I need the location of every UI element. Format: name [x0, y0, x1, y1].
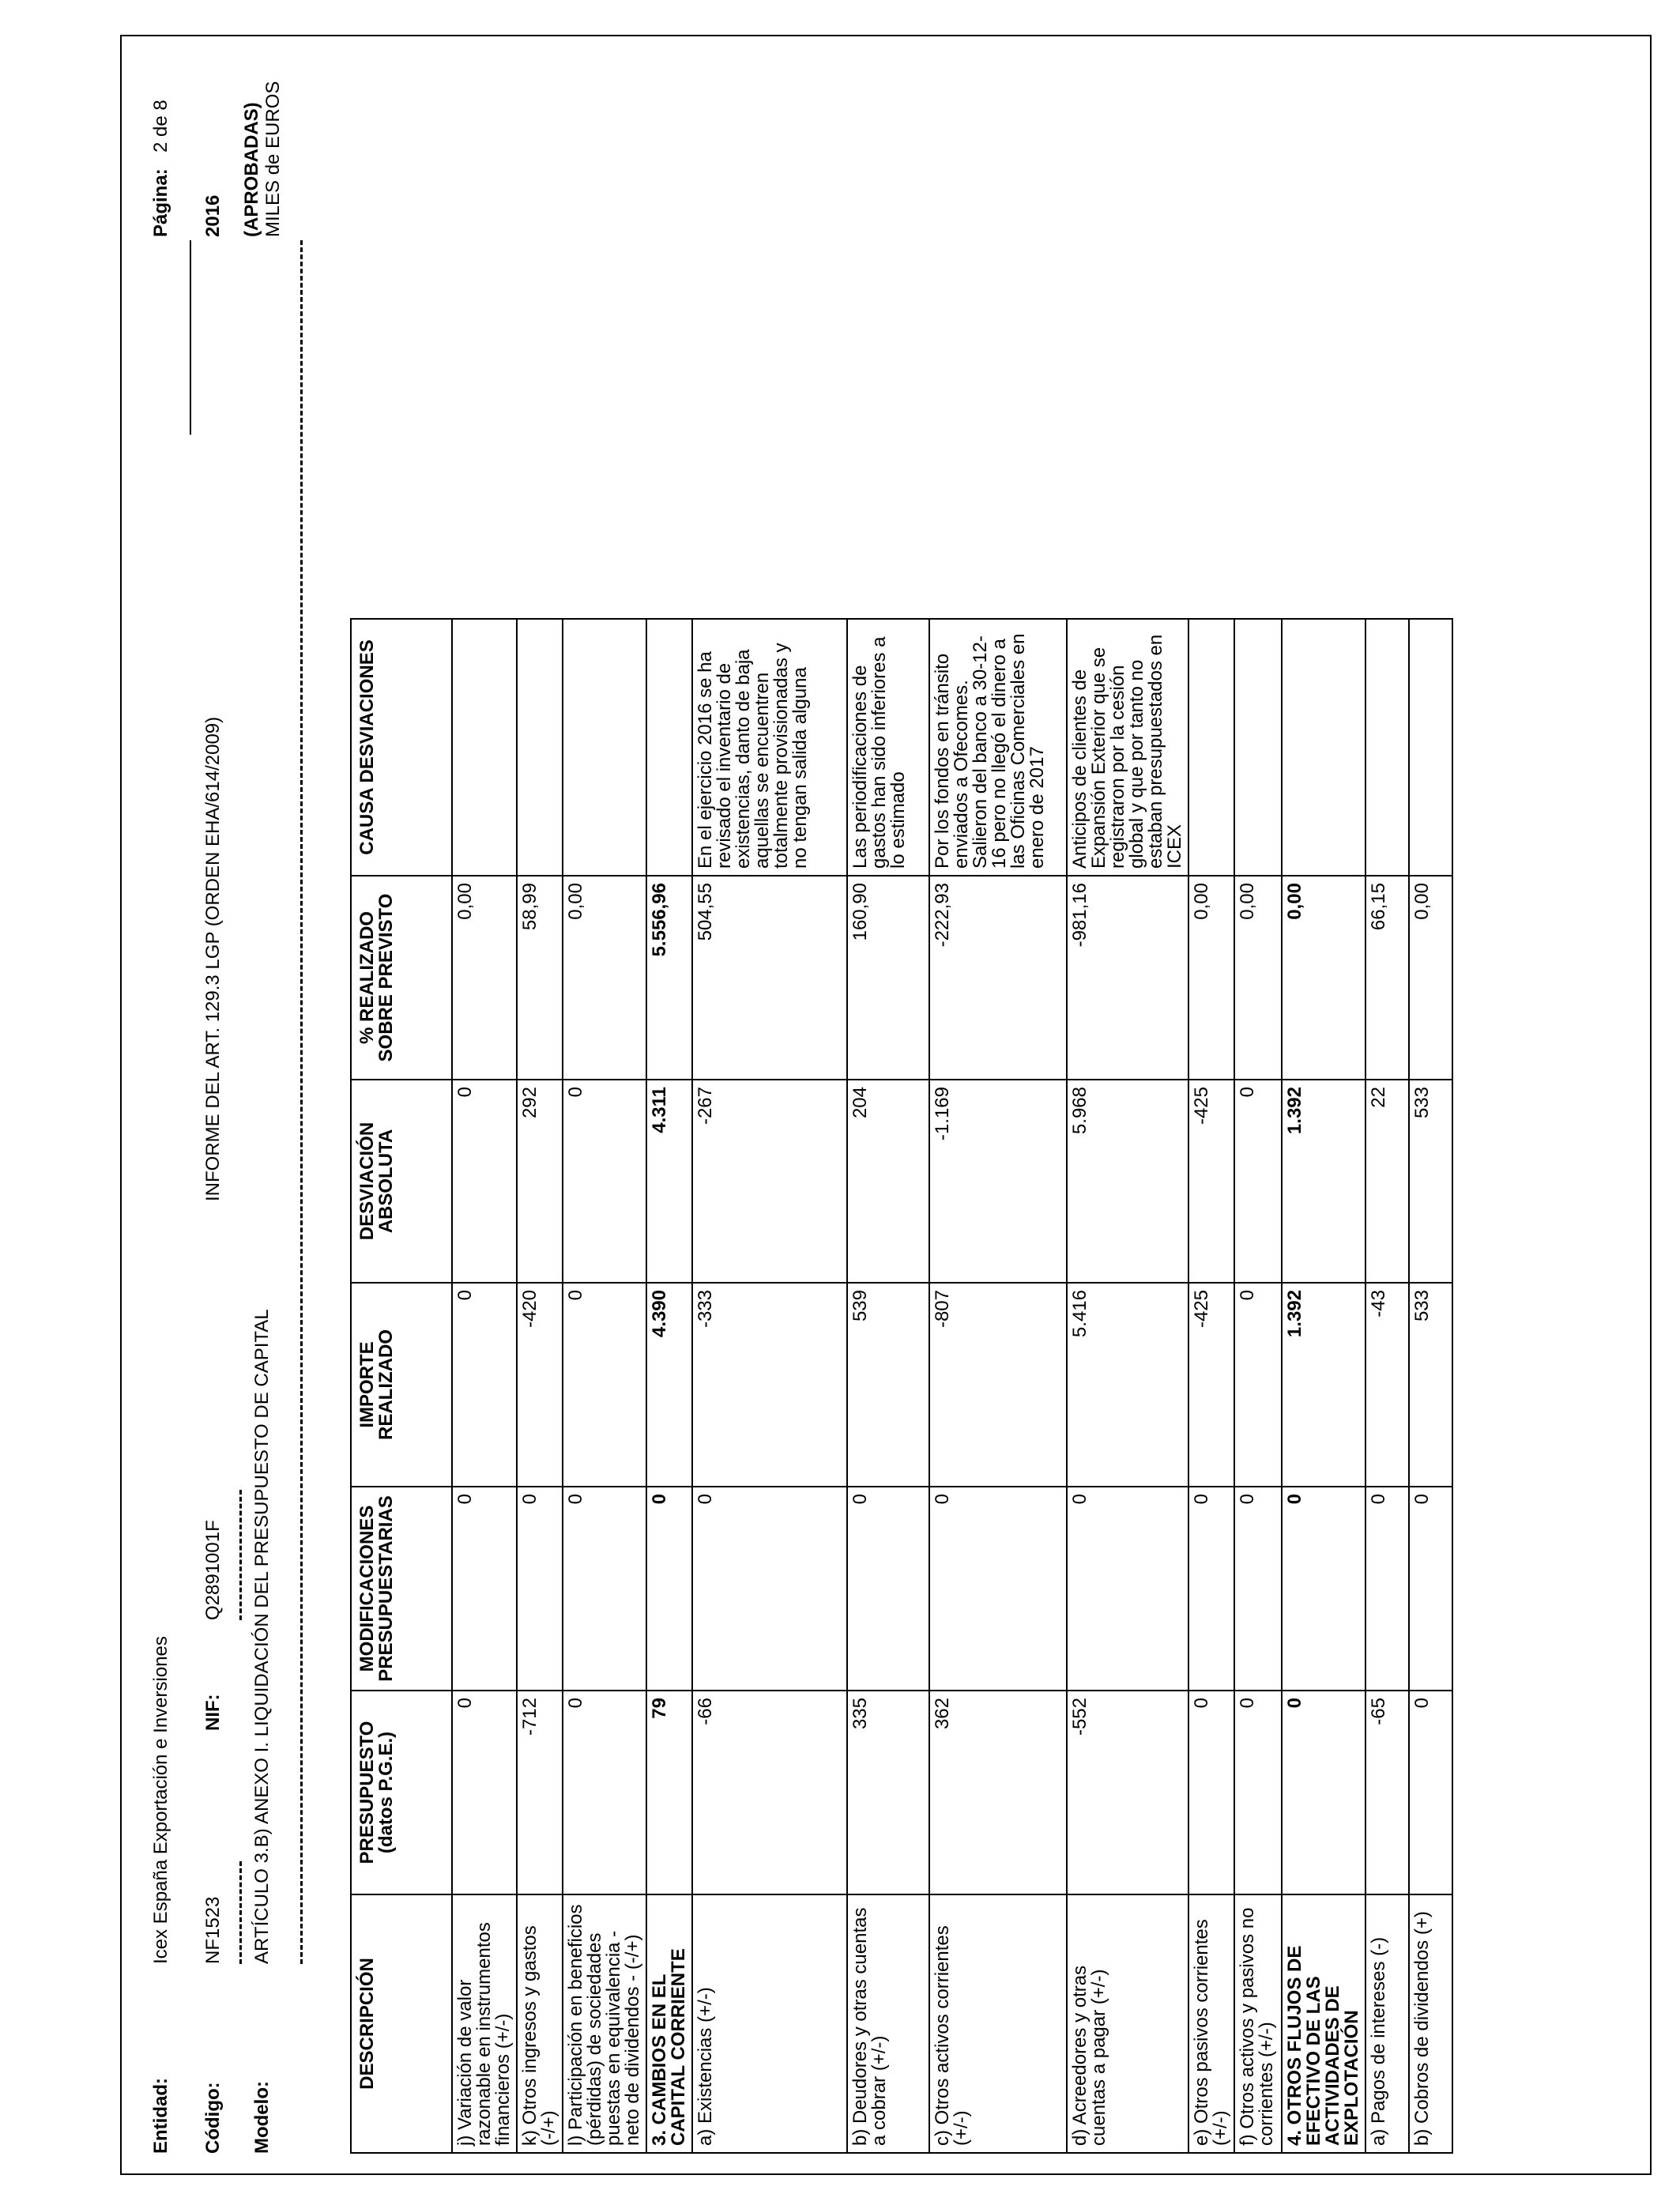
col-descripcion-cell: b) Deudores y otras cuentas a cobrar (+/-)	[847, 1894, 929, 2153]
col-presupuesto-cell: 0	[1282, 1691, 1365, 1894]
col-porcentaje-realizado-cell: -222,93	[929, 876, 1067, 1080]
col-desviacion-absoluta-cell: 533	[1409, 1080, 1452, 1283]
col-porcentaje-realizado-cell: 160,90	[847, 876, 929, 1080]
codigo-value: NF1523	[202, 1896, 224, 1964]
nif-label: NIF:	[202, 1694, 224, 1731]
table-row	[517, 619, 563, 2153]
col-causa-desviaciones-cell	[452, 619, 517, 876]
col-importe-realizado-cell: -807	[929, 1283, 1067, 1487]
col-causa-desviaciones-cell	[563, 619, 646, 876]
col-modificaciones-cell: 0	[452, 1487, 517, 1691]
col-presupuesto-cell: 0	[1188, 1691, 1234, 1894]
col-descripcion-cell: c) Otros activos corrientes (+/-)	[929, 1894, 1067, 2153]
col-descripcion-cell: b) Cobros de dividendos (+)	[1409, 1894, 1452, 2153]
col-importe-realizado-header: IMPORTE REALIZADO	[351, 1283, 452, 1487]
col-modificaciones-cell: 0	[692, 1487, 847, 1691]
col-causa-desviaciones-cell	[517, 619, 563, 876]
codigo-dash	[239, 1861, 242, 1964]
col-desviacion-absoluta-cell: 1.392	[1282, 1080, 1365, 1283]
nif-value: Q2891001F	[202, 1520, 224, 1620]
table-row	[1365, 619, 1409, 2153]
col-importe-realizado-cell: 0	[452, 1283, 517, 1487]
table-row	[1234, 619, 1282, 2153]
col-desviacion-absoluta-cell: 204	[847, 1080, 929, 1283]
col-importe-realizado-cell: -425	[1188, 1283, 1234, 1487]
table-body	[452, 619, 1452, 2153]
col-presupuesto-cell: 335	[847, 1691, 929, 1894]
informe-underline	[190, 240, 191, 435]
col-causa-desviaciones-cell	[1365, 619, 1409, 876]
col-descripcion-header: DESCRIPCIÓN	[351, 1894, 452, 2153]
col-porcentaje-realizado-cell: 0,00	[1188, 876, 1234, 1080]
col-modificaciones-header: MODIFICACIONES PRESUPUESTARIAS	[351, 1487, 452, 1691]
col-desviacion-absoluta-cell: 292	[517, 1080, 563, 1283]
entidad-label: Entidad:	[150, 2078, 171, 2154]
table-row	[692, 619, 847, 2153]
col-descripcion-cell: 3. CAMBIOS EN EL CAPITAL CORRIENTE	[646, 1894, 692, 2153]
col-presupuesto-cell: 0	[563, 1691, 646, 1894]
col-presupuesto-cell: -65	[1365, 1691, 1409, 1894]
col-desviacion-absoluta-cell: 0	[563, 1080, 646, 1283]
col-importe-realizado-cell: 1.392	[1282, 1283, 1365, 1487]
col-modificaciones-cell: 0	[1067, 1487, 1188, 1691]
col-importe-realizado-cell: 0	[563, 1283, 646, 1487]
col-porcentaje-realizado-cell: 66,15	[1365, 876, 1409, 1080]
col-presupuesto-cell: 0	[452, 1691, 517, 1894]
informe-title: INFORME DEL ART. 129.3 LGP (ORDEN EHA/614/2009)	[202, 716, 224, 1201]
pagina-label: Página:	[150, 168, 171, 237]
col-desviacion-absoluta-cell: -1.169	[929, 1080, 1067, 1283]
col-desviacion-absoluta-cell: 0	[1234, 1080, 1282, 1283]
nif-dash	[239, 1490, 242, 1620]
col-porcentaje-realizado-cell: 0,00	[1234, 876, 1282, 1080]
col-importe-realizado-cell: -420	[517, 1283, 563, 1487]
table-row	[563, 619, 646, 2153]
col-descripcion-cell: l) Participación en beneficios (pérdidas) de sociedades puestas en equivalencia - neto de dividendos - (-/+)	[563, 1894, 646, 2153]
col-importe-realizado-cell: 539	[847, 1283, 929, 1487]
col-presupuesto-cell: 0	[1234, 1691, 1282, 1894]
col-modificaciones-cell: 0	[563, 1487, 646, 1691]
col-modificaciones-cell: 0	[929, 1487, 1067, 1691]
table-row	[1282, 619, 1365, 2153]
col-presupuesto-cell: -712	[517, 1691, 563, 1894]
col-porcentaje-realizado-cell: 58,99	[517, 876, 563, 1080]
col-modificaciones-cell: 0	[517, 1487, 563, 1691]
col-descripcion-cell: a) Pagos de intereses (-)	[1365, 1894, 1409, 2153]
col-causa-desviaciones-cell: Por los fondos en tránsito enviados a Ofecomes. Salieron del banco a 30-12-16 pero no llegó el dinero a las Oficinas Comerciales en enero de 2017	[929, 619, 1067, 876]
col-causa-desviaciones-cell: En el ejercicio 2016 se ha revisado el inventario de existencias, danto de baja aquellas se encuentren totalmente provisionadas y no tengan salida alguna	[692, 619, 847, 876]
col-desviacion-absoluta-cell: -267	[692, 1080, 847, 1283]
col-porcentaje-realizado-header: % REALIZADO SOBRE PREVISTO	[351, 876, 452, 1080]
table-row	[1409, 619, 1452, 2153]
col-modificaciones-cell: 0	[847, 1487, 929, 1691]
table-row	[1188, 619, 1234, 2153]
col-presupuesto-cell: -66	[692, 1691, 847, 1894]
col-importe-realizado-cell: 533	[1409, 1283, 1452, 1487]
table-row	[847, 619, 929, 2153]
col-presupuesto-header: PRESUPUESTO (datos P.G.E.)	[351, 1691, 452, 1894]
col-presupuesto-cell: 0	[1409, 1691, 1452, 1894]
col-causa-desviaciones-cell	[646, 619, 692, 876]
col-importe-realizado-cell: -333	[692, 1283, 847, 1487]
table-row	[1067, 619, 1188, 2153]
pagina-value: 2 de 8	[150, 100, 171, 153]
col-modificaciones-cell: 0	[646, 1487, 692, 1691]
col-importe-realizado-cell: -43	[1365, 1283, 1409, 1487]
col-descripcion-cell: 4. OTROS FLUJOS DE EFECTIVO DE LAS ACTIVIDADES DE EXPLOTACIÓN	[1282, 1894, 1365, 2153]
table-row	[452, 619, 517, 2153]
col-causa-desviaciones-header: CAUSA DESVIACIONES	[351, 619, 452, 876]
col-modificaciones-cell: 0	[1234, 1487, 1282, 1691]
col-descripcion-cell: k) Otros ingresos y gastos (-/+)	[517, 1894, 563, 2153]
col-causa-desviaciones-cell: Anticipos de clientes de Expansión Exterior que se registraron por la cesión global y que por tanto no estaban presupuestados en ICEX	[1067, 619, 1188, 876]
col-porcentaje-realizado-cell: 0,00	[563, 876, 646, 1080]
col-causa-desviaciones-cell	[1282, 619, 1365, 876]
codigo-label: Código:	[202, 2082, 224, 2154]
col-causa-desviaciones-cell	[1409, 619, 1452, 876]
col-porcentaje-realizado-cell: 5.556,96	[646, 876, 692, 1080]
entidad-value: Icex España Exportación e Inversiones	[150, 1636, 171, 1964]
table-header-row	[351, 619, 452, 2153]
col-descripcion-cell: e) Otros pasivos corrientes (+/-)	[1188, 1894, 1234, 2153]
col-porcentaje-realizado-cell: -981,16	[1067, 876, 1188, 1080]
col-porcentaje-realizado-cell: 0,00	[1409, 876, 1452, 1080]
col-modificaciones-cell: 0	[1365, 1487, 1409, 1691]
col-causa-desviaciones-cell	[1234, 619, 1282, 876]
table-row	[646, 619, 692, 2153]
col-descripcion-cell: a) Existencias (+/-)	[692, 1894, 847, 2153]
col-descripcion-cell: j) Variación de valor razonable en instrumentos financieros (+/-)	[452, 1894, 517, 2153]
col-modificaciones-cell: 0	[1188, 1487, 1234, 1691]
col-presupuesto-cell: 362	[929, 1691, 1067, 1894]
modelo-value: ARTÍCULO 3.B) ANEXO I. LIQUIDACIÓN DEL PRESUPUESTO DE CAPITAL	[251, 1309, 273, 1964]
col-porcentaje-realizado-cell: 0,00	[452, 876, 517, 1080]
col-presupuesto-cell: -552	[1067, 1691, 1188, 1894]
aprobadas: (APROBADAS)	[241, 102, 262, 237]
year: 2016	[202, 194, 224, 237]
col-descripcion-cell: d) Acreedores y otras cuentas a pagar (+/-)	[1067, 1894, 1188, 2153]
col-modificaciones-cell: 0	[1282, 1487, 1365, 1691]
col-porcentaje-realizado-cell: 504,55	[692, 876, 847, 1080]
col-desviacion-absoluta-header: DESVIACIÓN ABSOLUTA	[351, 1080, 452, 1283]
col-desviacion-absoluta-cell: 22	[1365, 1080, 1409, 1283]
col-modificaciones-cell: 0	[1409, 1487, 1452, 1691]
col-presupuesto-cell: 79	[646, 1691, 692, 1894]
modelo-label: Modelo:	[251, 2081, 273, 2154]
col-porcentaje-realizado-cell: 0,00	[1282, 876, 1365, 1080]
col-desviacion-absoluta-cell: -425	[1188, 1080, 1234, 1283]
col-importe-realizado-cell: 4.390	[646, 1283, 692, 1487]
col-desviacion-absoluta-cell: 0	[452, 1080, 517, 1283]
col-importe-realizado-cell: 0	[1234, 1283, 1282, 1487]
modelo-dash	[300, 240, 303, 1964]
col-desviacion-absoluta-cell: 5.968	[1067, 1080, 1188, 1283]
unidades: MILES de EUROS	[262, 81, 284, 237]
table-row	[929, 619, 1067, 2153]
col-desviacion-absoluta-cell: 4.311	[646, 1080, 692, 1283]
col-causa-desviaciones-cell: Las periodificaciones de gastos han sido inferiores a lo estimado	[847, 619, 929, 876]
col-importe-realizado-cell: 5.416	[1067, 1283, 1188, 1487]
col-causa-desviaciones-cell	[1188, 619, 1234, 876]
col-descripcion-cell: f) Otros activos y pasivos no corrientes (+/-)	[1234, 1894, 1282, 2153]
budget-table	[350, 618, 1453, 2154]
